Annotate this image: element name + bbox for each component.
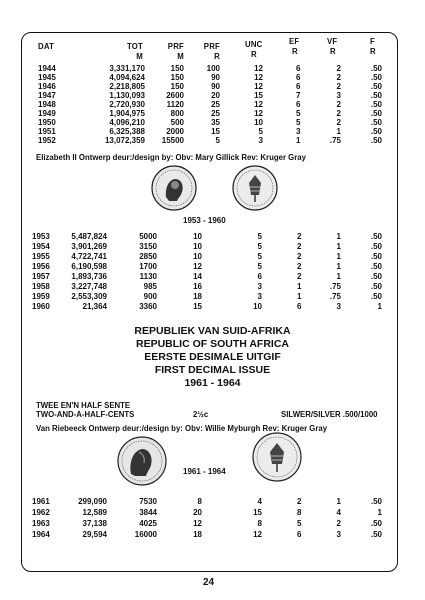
design-credit-van-riebeeck: Van Riebeeck Ontwerp deur:/design by: Obv: Willie Myburgh Rev: Kruger Gray: [36, 424, 328, 433]
table-row: 1958 3,227,748 985 16 3 1 .75 .50: [32, 282, 382, 291]
van-riebeeck-coin-icon: [117, 436, 167, 486]
table-row: 1946 2,218,805 150 90 12 6 2 .50: [38, 82, 382, 91]
denomination-value: 2½c: [193, 410, 209, 419]
denomination-english: TWO-AND-A-HALF-CENTS: [36, 410, 135, 419]
table-row: 1950 4,096,210 500 35 10 5 2 .50: [38, 118, 382, 127]
table-row: 1953 5,487,824 5000 10 5 2 1 .50: [32, 232, 382, 241]
title-line-issue-english: FIRST DECIMAL ISSUE: [154, 364, 271, 376]
protea-reverse-coin-icon: [232, 165, 278, 211]
table-row: 1964 29,594 16000 18 12 6 3 .50: [32, 530, 382, 539]
col-tot-unit: M: [136, 52, 143, 61]
col-ef: EF: [289, 37, 300, 46]
table-row: 1944 3,331,170 150 100 12 6 2 .50: [38, 64, 382, 73]
col-unc-unit: R: [251, 50, 257, 59]
table-row: 1963 37,138 4025 12 8 5 2 .50: [32, 519, 382, 528]
col-ef-unit: R: [292, 47, 298, 56]
period-label: 1953 - 1960: [183, 216, 226, 225]
table-row: 1949 1,904,975 800 25 12 5 2 .50: [38, 109, 382, 118]
title-line-afrikaans: REPUBLIEK VAN SUID-AFRIKA: [134, 325, 291, 337]
col-tot: TOT: [126, 42, 143, 51]
table-row: 1952 13,072,359 15500 5 3 1 .75 .50: [38, 136, 382, 145]
table-row: 1954 3,901,269 3150 10 5 2 1 .50: [32, 242, 382, 251]
design-credit-elizabeth: Elizabeth II Ontwerp deur:/design by: Obv: Mary Gillick Rev: Kruger Gray: [36, 153, 306, 162]
col-prf-r-unit: R: [214, 52, 220, 61]
col-vf: VF: [327, 37, 338, 46]
denomination-afrikaans: TWEE EN'N HALF SENTE: [36, 401, 131, 410]
metal-fineness: SILWER/SILVER .500/1000: [281, 410, 378, 419]
page-number: 24: [203, 577, 215, 588]
col-prf-r: PRF: [203, 42, 220, 51]
queen-portrait-coin-icon: [151, 165, 197, 211]
table-row: 1951 6,325,388 2000 15 5 3 1 .50: [38, 127, 382, 136]
table-row: 1960 21,364 3360 15 10 6 3 1: [32, 302, 382, 311]
period-label: 1961 - 1964: [183, 467, 226, 476]
table-row: 1947 1,130,093 2600 20 15 7 3 .50: [38, 91, 382, 100]
col-f-unit: R: [370, 47, 376, 56]
table-row: 1962 12,589 3844 20 15 8 4 1: [32, 508, 382, 517]
col-unc: UNC: [245, 40, 263, 49]
col-prf: PRF: [167, 42, 184, 51]
table-row: 1959 2,553,309 900 18 3 1 .75 .50: [32, 292, 382, 301]
col-dat: DAT: [38, 42, 55, 51]
table-row: 1956 6,190,598 1700 12 5 2 1 .50: [32, 262, 382, 271]
table-row: 1961 299,090 7530 8 4 2 1 .50: [32, 497, 382, 506]
table-row: 1948 2,720,930 1120 25 12 6 2 .50: [38, 100, 382, 109]
col-prf-unit: M: [177, 52, 184, 61]
col-vf-unit: R: [330, 47, 336, 56]
table-row: 1955 4,722,741 2850 10 5 2 1 .50: [32, 252, 382, 261]
title-line-years: 1961 - 1964: [184, 377, 241, 389]
title-line-issue-afrikaans: EERSTE DESIMALE UITGIF: [144, 351, 281, 363]
springbok-reverse-coin-icon: [252, 432, 302, 482]
table-row: 1957 1,893,736 1130 14 6 2 1 .50: [32, 272, 382, 281]
table-row: 1945 4,094,624 150 90 12 6 2 .50: [38, 73, 382, 82]
col-f: F: [370, 37, 375, 46]
title-line-english: REPUBLIC OF SOUTH AFRICA: [135, 338, 290, 350]
